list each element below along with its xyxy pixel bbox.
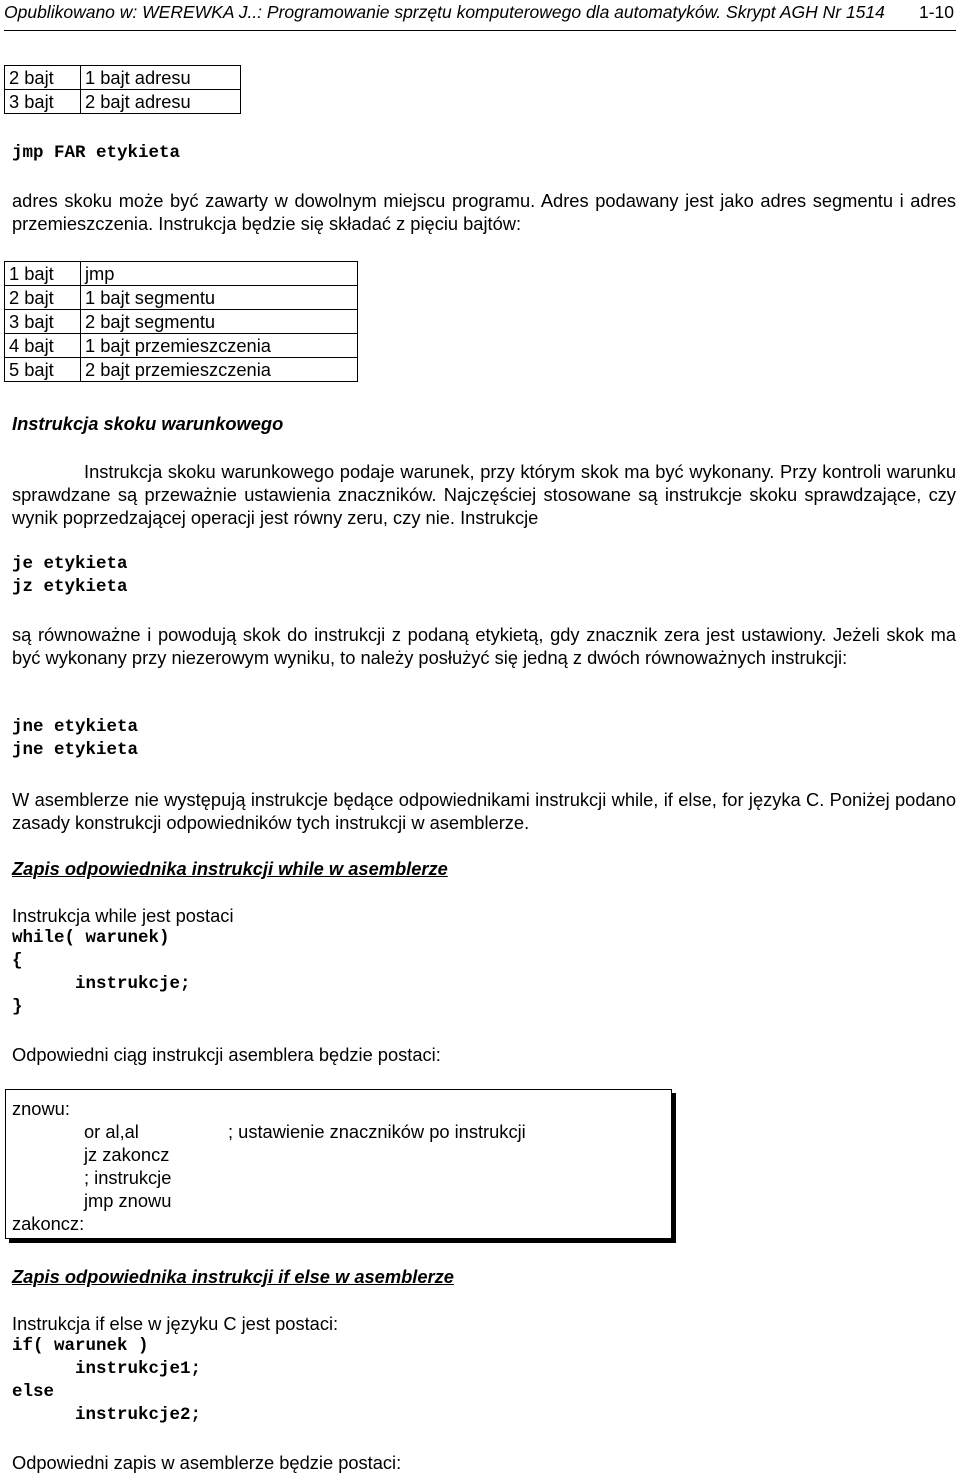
table-row <box>5 286 358 310</box>
table-cell: 2 bajt przemieszczenia <box>81 358 358 382</box>
table-cell: 3 bajt <box>5 90 81 114</box>
ifelse-intro: Instrukcja if else w języku C jest postaci: <box>12 1313 339 1334</box>
table-cell: 3 bajt <box>5 310 81 334</box>
table-row <box>5 310 358 334</box>
asm-label-end: zakoncz: <box>12 1213 85 1234</box>
page-number: 1-10 <box>918 2 954 22</box>
table-cell: 2 bajt <box>5 286 81 310</box>
while-code-line: { <box>12 951 23 971</box>
asm-line: jz zakoncz <box>84 1144 170 1165</box>
paragraph-far-jump: adres skoku może być zawarty w dowolnym miejscu programu. Adres podawany jest jako adres segmentu i adres przemieszczenia. Instrukcja będzie się składać z pięciu bajtów: <box>12 190 956 234</box>
code-jz: jz etykieta <box>12 577 128 597</box>
heading-ifelse: Zapis odpowiednika instrukcji if else w asemblerze <box>12 1266 454 1287</box>
while-asm-intro: Odpowiedni ciąg instrukcji asemblera będzie postaci: <box>12 1044 441 1065</box>
header-citation: Opublikowano w: WEREWKA J..: Programowanie sprzętu komputerowego dla automatyków. Skrypt AGH Nr 1514 <box>4 2 885 22</box>
ifelse-asm-intro: Odpowiedni zapis w asemblerze będzie postaci: <box>12 1452 402 1473</box>
ifelse-code-line: instrukcje1; <box>12 1359 202 1379</box>
code-jmp-far: jmp FAR etykieta <box>12 143 181 163</box>
asm-comment: ; ustawienie znaczników po instrukcji <box>228 1121 526 1142</box>
while-code-line: while( warunek) <box>12 928 170 948</box>
ifelse-code-line: instrukcje2; <box>12 1405 202 1425</box>
while-code-line: } <box>12 997 23 1017</box>
table-cell: 2 bajt segmentu <box>81 310 358 334</box>
table-row <box>5 90 241 114</box>
table-cell: 1 bajt przemieszczenia <box>81 334 358 358</box>
table-row <box>5 262 358 286</box>
table-cell: 4 bajt <box>5 334 81 358</box>
table-cell: 2 bajt adresu <box>81 90 241 114</box>
table-cell: 1 bajt adresu <box>81 66 241 90</box>
while-code-line: instrukcje; <box>12 974 191 994</box>
code-je: je etykieta <box>12 554 128 574</box>
code-jne-1: jne etykieta <box>12 717 139 737</box>
asm-label-start: znowu: <box>12 1098 70 1119</box>
asm-line: or al,al <box>84 1121 139 1142</box>
asm-line: ; instrukcje <box>84 1167 172 1188</box>
heading-conditional-jump: Instrukcja skoku warunkowego <box>12 413 284 434</box>
while-intro: Instrukcja while jest postaci <box>12 905 234 926</box>
paragraph-conditional-jump: Instrukcja skoku warunkowego podaje warunek, przy którym skok ma być wykonany. Przy kontroli warunku sprawdzane są przeważnie ustawienia znaczników. Najczęściej stosowane są instrukcje skoku sprawdzające, czy wynik poprzedzającej operacji jest równy zeru, czy nie. Instrukcje <box>12 461 956 528</box>
table-cell: 2 bajt <box>5 66 81 90</box>
table-row <box>5 358 358 382</box>
paragraph-assembler-constructs: W asemblerze nie występują instrukcje będące odpowiednikami instrukcji while, if else, for języka C. Poniżej podano zasady konstrukcji odpowiedników tych instrukcji w asemblerze. <box>12 789 956 833</box>
page-header <box>4 0 956 31</box>
asm-code-box <box>5 1089 672 1239</box>
table-row <box>5 334 358 358</box>
table-cell: 1 bajt segmentu <box>81 286 358 310</box>
asm-line: jmp znowu <box>84 1190 172 1211</box>
code-jne-2: jne etykieta <box>12 740 139 760</box>
table-row <box>5 66 241 90</box>
table-cell: 5 bajt <box>5 358 81 382</box>
ifelse-code-line: else <box>12 1382 55 1402</box>
table-cell: 1 bajt <box>5 262 81 286</box>
heading-while: Zapis odpowiednika instrukcji while w asemblerze <box>12 858 448 879</box>
table-cell: jmp <box>81 262 358 286</box>
ifelse-code-line: if( warunek ) <box>12 1336 149 1356</box>
paragraph-equivalent: są równoważne i powodują skok do instrukcji z podaną etykietą, gdy znacznik zera jest ustawiony. Jeżeli skok ma być wykonany przy niezerowym wyniku, to należy posłużyć się jedną z dwóch równoważnych instrukcji: <box>12 624 956 668</box>
far-jump-bytes-table <box>4 261 358 382</box>
address-bytes-table <box>4 65 241 114</box>
